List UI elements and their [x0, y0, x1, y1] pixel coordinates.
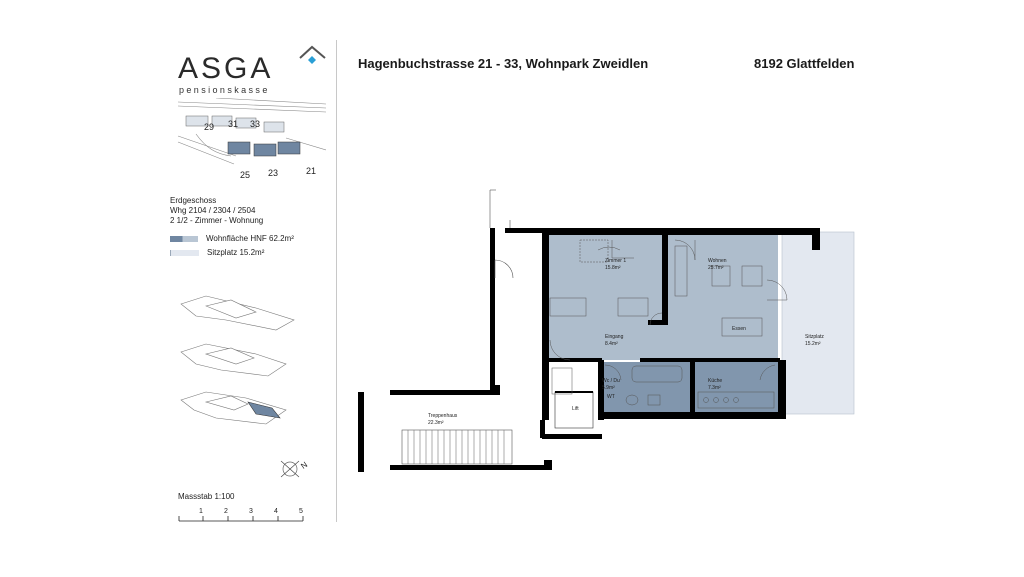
- room-area-sitzplatz: 15.2m²: [805, 341, 821, 347]
- room-area-eingang: 8.4m²: [605, 341, 618, 347]
- building-number: 31: [228, 119, 239, 129]
- scale-tick-label: 1: [199, 508, 203, 515]
- building-number: 23: [268, 168, 279, 178]
- room-label-sitzplatz: Sitzplatz: [805, 334, 824, 340]
- room-label-wt: WT: [607, 394, 615, 400]
- property-address: Hagenbuchstrasse 21 - 33, Wohnpark Zweidlen: [358, 56, 649, 71]
- sidebar: [170, 40, 336, 522]
- room-label-lift: Lift: [572, 406, 579, 412]
- scale-bar: [178, 505, 318, 525]
- legend-swatch: [170, 236, 198, 242]
- room-label-wohnen: Wohnen: [708, 258, 727, 264]
- room-area-treppenhaus: 22.3m²: [428, 420, 444, 426]
- unit-type: 2 1/2 - Zimmer - Wohnung: [170, 216, 264, 225]
- north-arrow-icon: [278, 457, 312, 481]
- unit-info: [170, 196, 263, 226]
- room-area-kueche: 7.3m²: [708, 385, 721, 391]
- floor-label: Erdgeschoss: [170, 196, 217, 205]
- property-city: 8192 Glattfelden: [754, 56, 855, 71]
- north-label: N: [299, 460, 310, 471]
- scale-tick-label: 5: [299, 508, 303, 515]
- company-logo: ASGA: [178, 52, 274, 85]
- room-label-kueche: Küche: [708, 378, 723, 384]
- scale-tick-label: 4: [274, 508, 278, 515]
- building-number: 29: [204, 122, 215, 132]
- site-plan-map: [176, 98, 326, 182]
- terrace-area: [782, 232, 854, 414]
- scale-label: Massstab 1:100: [178, 492, 235, 501]
- building-number: 25: [240, 170, 251, 180]
- scale-tick-label: 3: [249, 508, 253, 515]
- building-number: 33: [250, 119, 261, 129]
- legend-label: Wohnfläche HNF 62.2m²: [206, 234, 294, 243]
- floor-plan: [350, 180, 870, 480]
- room-area-wcdu: 5.9m²: [602, 385, 615, 391]
- room-label-treppenhaus: Treppenhaus: [428, 413, 458, 419]
- logo-roof-icon: [298, 44, 330, 68]
- legend-swatch: [170, 250, 199, 256]
- room-zimmer1-fill: [548, 235, 665, 325]
- room-label-wcdu: Wc / Du: [602, 378, 620, 384]
- building-number: 21: [306, 166, 317, 176]
- room-area-wohnen: 25.7m²: [708, 265, 724, 271]
- room-label-essen: Essen: [732, 326, 746, 332]
- legend-item-terrace: [170, 248, 264, 257]
- sidebar-divider: [336, 40, 337, 522]
- axonometric-building-views: [176, 290, 301, 436]
- legend-item-living-area: [170, 234, 294, 243]
- room-area-zimmer1: 15.8m²: [605, 265, 621, 271]
- room-label-eingang: Eingang: [605, 334, 624, 340]
- unit-numbers: Whg 2104 / 2304 / 2504: [170, 206, 256, 215]
- legend-label: Sitzplatz 15.2m²: [207, 248, 265, 257]
- room-label-zimmer1: Zimmer 1: [605, 258, 627, 264]
- scale-tick-label: 2: [224, 508, 228, 515]
- company-subtitle: pensionskasse: [179, 85, 270, 95]
